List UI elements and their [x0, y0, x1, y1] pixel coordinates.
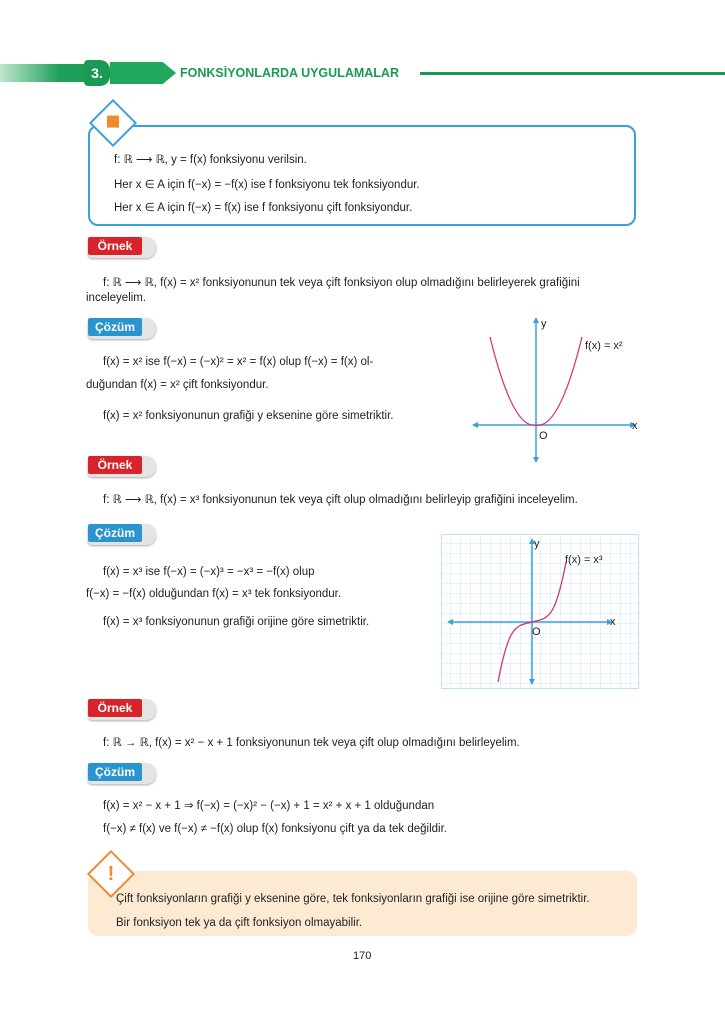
definition-line: Her x ∈ A için f(−x) = f(x) ise f fonksiyonu çift fonksiyondur. — [114, 202, 413, 214]
y-axis-label: y — [534, 538, 540, 550]
x-axis-label: x — [632, 420, 638, 432]
section-title: FONKSİYONLARDA UYGULAMALAR — [180, 66, 399, 80]
example-badge: Örnek — [88, 237, 156, 258]
example-question: f: ℝ ⟶ ℝ, f(x) = x² fonksiyonunun tek veya çift fonksiyon olup olmadığını belirleyerek grafiğini — [103, 277, 580, 289]
solution-line: f(x) = x³ ise f(−x) = (−x)³ = −x³ = −f(x) olup — [103, 566, 315, 578]
solution-line: f(−x) = −f(x) olduğundan f(x) = x³ tek fonksiyondur. — [86, 588, 342, 600]
example-question: f: ℝ ⟶ ℝ, f(x) = x³ fonksiyonunun tek veya çift olup olmadığını belirleyip grafiğini inceleyelim. — [103, 494, 578, 506]
section-number: 3. — [84, 60, 110, 86]
example-badge: Örnek — [88, 699, 156, 720]
definition-line: f: ℝ ⟶ ℝ, y = f(x) fonksiyonu verilsin. — [114, 154, 307, 166]
curve-label: f(x) = x² — [585, 340, 623, 352]
solution-line: f(x) = x² − x + 1 ⇒ f(−x) = (−x)² − (−x) + 1 = x² + x + 1 olduğundan — [103, 800, 435, 812]
x-axis-label: x — [610, 616, 616, 628]
cubic-graph — [441, 534, 639, 689]
solution-line: f(x) = x² ise f(−x) = (−x)² = x² = f(x) olup f(−x) = f(x) ol- — [103, 356, 374, 368]
example-badge: Örnek — [88, 456, 156, 477]
parabola-graph — [470, 315, 645, 465]
solution-line: duğundan f(x) = x² çift fonksiyondur. — [86, 379, 269, 391]
header-rule — [420, 72, 725, 75]
example-question: f: ℝ → ℝ, f(x) = x² − x + 1 fonksiyonunun tek veya çift olup olmadığını belirleyelim. — [103, 737, 520, 749]
solution-line: f(x) = x² fonksiyonunun grafiği y eksenine göre simetriktir. — [103, 410, 394, 422]
solution-badge: Çözüm — [88, 763, 156, 784]
definition-line: Her x ∈ A için f(−x) = −f(x) ise f fonksiyonu tek fonksiyondur. — [114, 179, 420, 191]
header-arrow-tab — [110, 62, 176, 84]
warning-icon: ! — [87, 850, 135, 898]
note-line: Çift fonksiyonların grafiği y eksenine göre, tek fonksiyonların grafiği ise orijine göre simetriktir. — [116, 893, 590, 905]
note-line: Bir fonksiyon tek ya da çift fonksiyon olmayabilir. — [116, 917, 363, 929]
y-axis-label: y — [541, 318, 547, 330]
solution-line: f(x) = x³ fonksiyonunun grafiği orijine göre simetriktir. — [103, 616, 370, 628]
solution-badge: Çözüm — [88, 318, 156, 339]
origin-label: O — [532, 626, 541, 638]
example-question: inceleyelim. — [86, 292, 147, 304]
origin-label: O — [539, 430, 548, 442]
solution-badge: Çözüm — [88, 524, 156, 545]
page-number: 170 — [353, 950, 372, 962]
curve-label: f(x) = x³ — [565, 554, 603, 566]
solution-line: f(−x) ≠ f(x) ve f(−x) ≠ −f(x) olup f(x) fonksiyonu çift ya da tek değildir. — [103, 823, 448, 835]
